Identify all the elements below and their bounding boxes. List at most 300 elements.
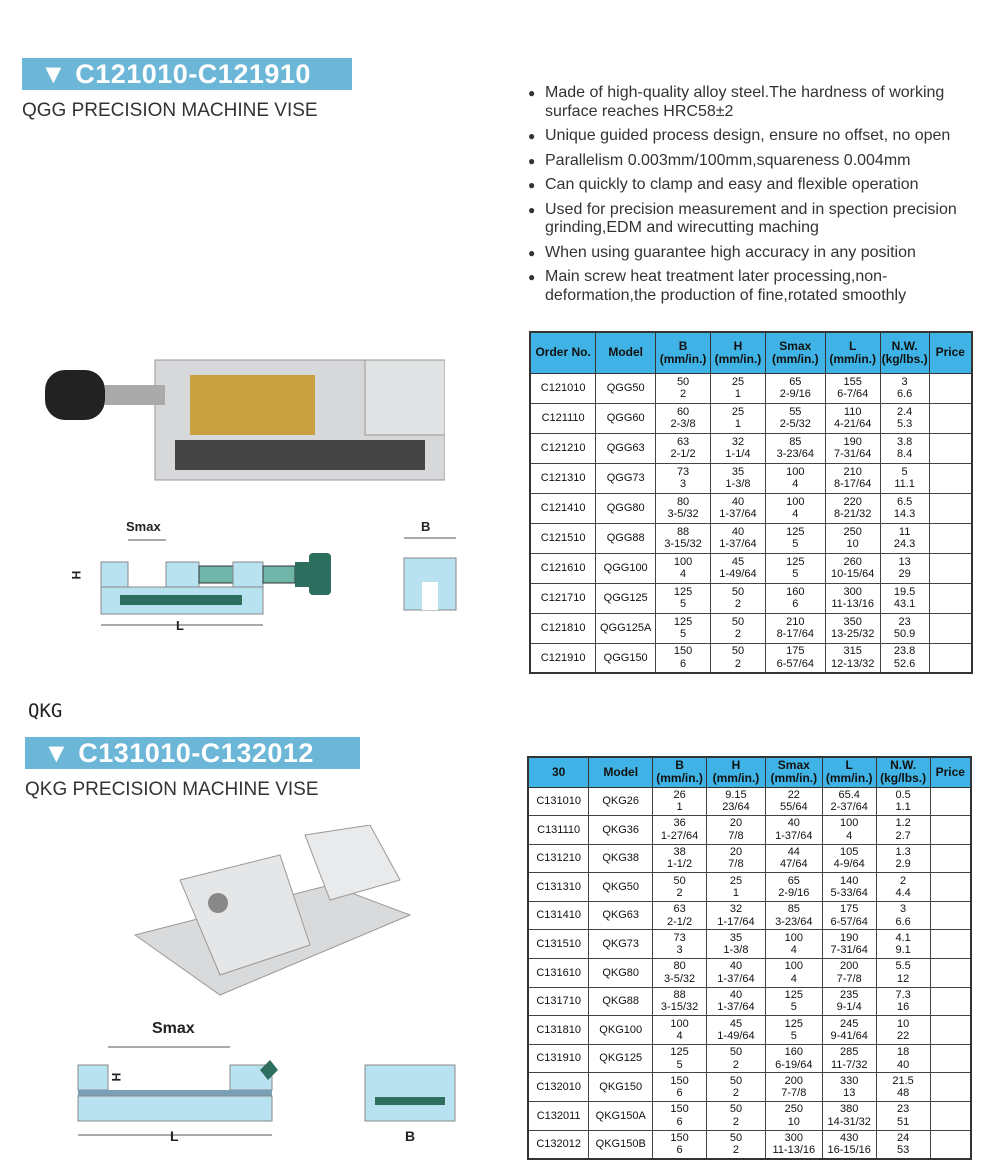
table-cell	[711, 523, 766, 553]
header-label: 30	[551, 764, 566, 779]
cell-value: 32	[729, 903, 743, 916]
table-cell	[530, 463, 596, 493]
cell-value: 5	[676, 1058, 683, 1071]
cell-value: 3	[680, 478, 687, 490]
table-row	[528, 930, 971, 959]
cell-value: 40	[729, 960, 743, 973]
table-cell	[653, 873, 707, 902]
cell-value: C132012	[536, 1137, 581, 1150]
qgg-dimension-diagram	[60, 510, 480, 640]
header-label: Model	[603, 764, 639, 779]
feature-item: ● Made of high-quality alloy steel.The hardness of working surface reaches HRC58±2	[528, 84, 968, 121]
cell-value: 24	[896, 1131, 910, 1144]
table-cell	[528, 1102, 589, 1131]
cell-value: 190	[840, 931, 859, 944]
table-cell	[822, 987, 876, 1016]
table-cell	[822, 844, 876, 873]
cell-value: 29	[898, 568, 911, 580]
cell-value: 2-5/32	[779, 418, 811, 430]
qkg-spec-table	[527, 756, 972, 1160]
cell-value: 85	[789, 435, 802, 448]
cell-value: 160	[784, 1046, 803, 1059]
table-cell	[653, 959, 707, 988]
header-unit: (kg/lbs.)	[881, 351, 928, 366]
table-cell	[929, 613, 972, 643]
table-cell	[596, 643, 656, 673]
table-cell	[765, 1130, 822, 1159]
cell-value: 80	[673, 960, 686, 973]
table-cell	[880, 373, 929, 403]
cell-value: 36	[673, 817, 686, 830]
cell-value: QKG36	[602, 823, 640, 836]
table-cell	[589, 1073, 653, 1102]
cell-value: 100	[670, 1017, 689, 1030]
cell-value: C131310	[536, 880, 581, 893]
l-label-2: L	[170, 1128, 179, 1144]
cell-value: 63	[673, 903, 686, 916]
table-cell	[530, 553, 596, 583]
cell-value: QKG88	[602, 995, 640, 1008]
table-cell	[930, 930, 971, 959]
cell-value: 18	[896, 1046, 910, 1059]
cell-value: 175	[840, 903, 859, 916]
cell-value: 16-15/16	[827, 1144, 871, 1157]
cell-value: 1-37/64	[717, 1001, 755, 1014]
table-cell	[589, 930, 653, 959]
cell-value: C131710	[536, 995, 581, 1008]
column-header	[929, 332, 972, 373]
cell-value: 73	[676, 465, 690, 478]
feature-item: ● Used for precision measurement and in spection precision grinding,EDM and wirecutting maching	[528, 201, 968, 238]
cell-value: 110	[843, 405, 862, 418]
cell-value: 24.3	[893, 538, 916, 550]
cell-value: 9-1/4	[836, 1001, 862, 1014]
cell-value: 285	[840, 1046, 859, 1059]
cell-value: 3-15/32	[660, 1001, 699, 1014]
cell-value: 1-37/64	[719, 538, 757, 550]
cell-value: QKG100	[599, 1023, 643, 1036]
table-cell	[765, 553, 825, 583]
table-cell	[930, 987, 971, 1016]
cell-value: 23.8	[893, 645, 916, 658]
header-label: Order No.	[535, 345, 591, 360]
table-cell	[528, 844, 589, 873]
cell-value: 5	[901, 465, 908, 478]
cell-value: 2	[732, 1087, 740, 1100]
column-header	[530, 332, 596, 373]
cell-value: C132011	[536, 1109, 581, 1122]
table-cell	[822, 930, 876, 959]
table-cell	[530, 373, 596, 403]
cell-value: 10-15/64	[830, 568, 875, 580]
cell-value: 245	[840, 1017, 859, 1030]
cell-value: 2.9	[895, 858, 911, 871]
cell-value: C121410	[540, 501, 586, 514]
table-cell	[653, 1130, 707, 1159]
table-cell	[929, 493, 972, 523]
cell-value: QGG125	[603, 591, 648, 604]
cell-value: 1-49/64	[719, 568, 757, 580]
cell-value: 45	[729, 1017, 743, 1030]
cell-value: 85	[787, 903, 800, 916]
cell-value: 50	[731, 585, 745, 598]
table-cell	[765, 433, 825, 463]
table-cell	[653, 930, 707, 959]
feature-item: ● Can quickly to clamp and easy and flexible operation	[528, 176, 968, 195]
table-cell	[876, 787, 930, 816]
cell-value: 5-33/64	[830, 887, 868, 900]
cell-value: 2	[732, 1115, 740, 1128]
table-cell	[765, 1102, 822, 1131]
cell-value: 52.6	[893, 657, 916, 670]
table-row	[528, 1130, 971, 1159]
cell-value: QKG63	[602, 909, 640, 922]
table-row	[528, 844, 971, 873]
cell-value: 1	[734, 388, 742, 400]
table-cell	[528, 1016, 589, 1045]
table-cell	[596, 553, 656, 583]
table-cell	[528, 987, 589, 1016]
table-row	[528, 787, 971, 816]
cell-value: 200	[840, 960, 859, 973]
table-cell	[656, 373, 711, 403]
table-cell	[528, 1073, 589, 1102]
table-cell	[929, 553, 972, 583]
header-label: H	[733, 338, 743, 353]
cell-value: 21.5	[892, 1074, 914, 1087]
qgg-spec-table	[529, 331, 973, 674]
table-cell	[929, 433, 972, 463]
table-cell	[707, 1073, 766, 1102]
table-cell	[528, 816, 589, 845]
header-label: Price	[935, 764, 965, 779]
table-cell	[530, 403, 596, 433]
cell-value: 20	[729, 845, 743, 858]
cell-value: C121610	[540, 561, 586, 574]
table-cell	[707, 1016, 766, 1045]
cell-value: 88	[676, 525, 690, 538]
cell-value: 150	[670, 1131, 689, 1144]
table-cell	[880, 523, 929, 553]
column-header	[880, 332, 929, 373]
table-cell	[822, 1073, 876, 1102]
column-header	[707, 757, 766, 787]
table-row	[528, 987, 971, 1016]
table-row	[528, 959, 971, 988]
cell-value: QKG125	[599, 1052, 643, 1065]
cell-value: QGG73	[606, 471, 645, 484]
table-cell	[656, 493, 711, 523]
header-unit: (mm/in.)	[659, 351, 707, 366]
cell-value: QKG38	[602, 852, 640, 865]
cell-value: 200	[784, 1074, 803, 1087]
feature-item: ● Parallelism 0.003mm/100mm,squareness 0.004mm	[528, 152, 968, 171]
cell-value: 48	[896, 1087, 910, 1100]
cell-value: 65.4	[838, 788, 860, 801]
table-cell	[653, 1073, 707, 1102]
table-cell	[765, 1016, 822, 1045]
qgg-vise-photo	[45, 345, 445, 500]
table-cell	[596, 493, 656, 523]
cell-value: 6	[680, 657, 687, 670]
table-row	[528, 1016, 971, 1045]
cell-value: 3-5/32	[663, 972, 696, 985]
table-row	[528, 1044, 971, 1073]
table-cell	[656, 643, 711, 673]
cell-value: C121810	[540, 621, 586, 634]
table-cell	[822, 1044, 876, 1073]
cell-value: 5	[680, 598, 687, 610]
table-cell	[880, 493, 929, 523]
cell-value: 35	[729, 931, 743, 944]
table-cell	[765, 901, 822, 930]
cell-value: C131910	[536, 1052, 581, 1065]
cell-value: 47/64	[780, 858, 808, 871]
column-header	[711, 332, 766, 373]
h-label-2: H	[109, 1072, 124, 1082]
cell-value: C121010	[540, 381, 586, 394]
table-cell	[765, 1073, 822, 1102]
table-cell	[930, 1073, 971, 1102]
cell-value: QKG80	[602, 966, 640, 979]
table-cell	[707, 844, 766, 873]
cell-value: 5	[790, 1030, 797, 1043]
cell-value: 1.3	[895, 845, 911, 858]
cell-value: 2	[734, 598, 742, 610]
table-cell	[929, 523, 972, 553]
table-cell	[930, 1044, 971, 1073]
cell-value: 50	[729, 1074, 743, 1087]
table-cell	[653, 816, 707, 845]
smax-label: Smax	[126, 519, 161, 534]
cell-value: 4.1	[895, 931, 911, 944]
table-cell	[876, 1044, 930, 1073]
cell-value: 300	[784, 1131, 803, 1144]
table-cell	[765, 959, 822, 988]
table-cell	[707, 1102, 766, 1131]
cell-value: 9.1	[895, 944, 911, 957]
cell-value: 0.5	[895, 788, 911, 801]
table-cell	[528, 901, 589, 930]
cell-value: 2-37/64	[830, 801, 868, 814]
cell-value: 7.3	[895, 988, 911, 1001]
table-cell	[930, 1130, 971, 1159]
cell-value: 5.5	[895, 960, 911, 973]
cell-value: 5	[790, 1001, 797, 1014]
cell-value: 10	[846, 538, 859, 550]
table-cell	[707, 816, 766, 845]
l-label: L	[176, 618, 184, 633]
table-cell	[765, 583, 825, 613]
cell-value: 32	[731, 435, 745, 448]
table-cell	[528, 787, 589, 816]
table-cell	[822, 816, 876, 845]
column-header	[596, 332, 656, 373]
cell-value: QGG80	[606, 501, 645, 514]
cell-value: C131110	[537, 823, 581, 836]
table-row	[530, 373, 972, 403]
table-cell	[707, 1044, 766, 1073]
cell-value: 3-23/64	[775, 915, 813, 928]
cell-value: 22	[787, 788, 800, 801]
cell-value: 4	[792, 508, 799, 520]
table-cell	[653, 901, 707, 930]
cell-value: 3-23/64	[776, 448, 814, 460]
cell-value: 1-3/8	[723, 944, 749, 957]
table-cell	[825, 493, 880, 523]
cell-value: 3.8	[896, 435, 913, 448]
table-cell	[876, 987, 930, 1016]
cell-value: 20	[729, 817, 743, 830]
cell-value: 430	[840, 1131, 859, 1144]
cell-value: 125	[786, 525, 805, 538]
table-cell	[822, 1016, 876, 1045]
column-header	[765, 757, 822, 787]
cell-value: 2-9/16	[779, 388, 811, 400]
table-cell	[930, 959, 971, 988]
cell-value: 160	[786, 585, 805, 598]
table-cell	[711, 403, 766, 433]
table-row	[528, 901, 971, 930]
cell-value: 11-13/16	[831, 598, 874, 610]
header-label: H	[731, 758, 741, 773]
cell-value: 4	[792, 478, 799, 490]
cell-value: 2	[734, 628, 742, 640]
cell-value: 6-57/64	[830, 915, 868, 928]
cell-value: QGG125A	[600, 621, 652, 634]
table-cell	[589, 787, 653, 816]
cell-value: 100	[786, 465, 805, 478]
section1-subtitle: QGG PRECISION MACHINE VISE	[22, 100, 318, 121]
qkg-heading: QKG	[28, 700, 63, 722]
table-row	[528, 816, 971, 845]
cell-value: 25	[729, 874, 743, 887]
cell-value: 1	[732, 887, 740, 900]
table-cell	[656, 553, 711, 583]
table-cell	[653, 787, 707, 816]
table-cell	[825, 613, 880, 643]
cell-value: 63	[676, 435, 690, 448]
cell-value: 350	[843, 615, 862, 628]
cell-value: C121110	[541, 411, 585, 424]
table-cell	[656, 613, 711, 643]
table-cell	[880, 613, 929, 643]
cell-value: 80	[676, 495, 690, 508]
table-cell	[929, 643, 972, 673]
cell-value: 125	[670, 1046, 689, 1059]
table-cell	[589, 1130, 653, 1159]
cell-value: 100	[673, 555, 693, 568]
cell-value: 210	[786, 615, 805, 628]
cell-value: 2	[900, 874, 907, 887]
cell-value: 3	[900, 903, 907, 916]
cell-value: 2-3/8	[670, 418, 696, 430]
cell-value: QKG50	[602, 880, 640, 893]
table-cell	[822, 1130, 876, 1159]
table-cell	[930, 787, 971, 816]
cell-value: 100	[840, 817, 859, 830]
cell-value: 3-15/32	[664, 538, 702, 550]
table-cell	[530, 583, 596, 613]
column-header	[589, 757, 653, 787]
table-cell	[929, 403, 972, 433]
table-cell	[765, 816, 822, 845]
cell-value: 125	[673, 615, 693, 628]
cell-value: 50	[729, 1046, 743, 1059]
cell-value: 1-37/64	[719, 508, 757, 520]
cell-value: 13	[843, 1087, 856, 1100]
cell-value: 140	[840, 874, 859, 887]
cell-value: QKG26	[602, 795, 640, 808]
table-cell	[822, 873, 876, 902]
cell-value: C131810	[536, 1023, 581, 1036]
cell-value: 6.5	[896, 495, 913, 508]
table-cell	[876, 1102, 930, 1131]
header-unit: (mm/in.)	[770, 771, 818, 786]
table-cell	[707, 987, 766, 1016]
cell-value: 190	[843, 435, 862, 448]
cell-value: 2.4	[896, 405, 913, 418]
table-cell	[530, 493, 596, 523]
cell-value: 19.5	[893, 585, 916, 598]
cell-value: 12-13/32	[830, 657, 875, 670]
table-cell	[589, 1044, 653, 1073]
table-cell	[656, 433, 711, 463]
table-cell	[765, 613, 825, 643]
cell-value: 7-7/8	[781, 1087, 807, 1100]
cell-value: 9.15	[725, 788, 747, 801]
cell-value: 150	[670, 1074, 689, 1087]
table-cell	[707, 873, 766, 902]
cell-value: 2	[676, 887, 683, 900]
cell-value: 4	[680, 568, 687, 580]
header-unit: (mm/in.)	[771, 351, 819, 366]
table-row	[528, 1102, 971, 1131]
column-header	[528, 757, 589, 787]
cell-value: C121710	[540, 591, 586, 604]
cell-value: 5	[680, 628, 687, 640]
table-cell	[589, 873, 653, 902]
table-cell	[707, 901, 766, 930]
cell-value: 125	[784, 988, 803, 1001]
cell-value: 125	[784, 1017, 803, 1030]
table-cell	[656, 523, 711, 553]
cell-value: 4	[846, 829, 853, 842]
column-header	[653, 757, 707, 787]
cell-value: C131410	[536, 909, 581, 922]
cell-value: C121510	[540, 531, 586, 544]
column-header	[825, 332, 880, 373]
table-cell	[765, 930, 822, 959]
cell-value: QGG100	[603, 561, 648, 574]
table-cell	[825, 463, 880, 493]
header-label: B	[678, 338, 688, 353]
table-cell	[530, 523, 596, 553]
table-row	[530, 463, 972, 493]
table-cell	[825, 403, 880, 433]
header-label: Smax	[779, 338, 812, 353]
table-cell	[528, 1130, 589, 1159]
cell-value: 43.1	[893, 598, 916, 610]
table-cell	[765, 1044, 822, 1073]
cell-value: 50	[731, 645, 745, 658]
cell-value: 40	[787, 817, 800, 830]
cell-value: 2	[732, 1058, 740, 1071]
cell-value: 1-3/8	[725, 478, 751, 490]
header-unit: (mm/in.)	[714, 351, 762, 366]
cell-value: 4-9/64	[833, 858, 865, 871]
table-cell	[876, 959, 930, 988]
